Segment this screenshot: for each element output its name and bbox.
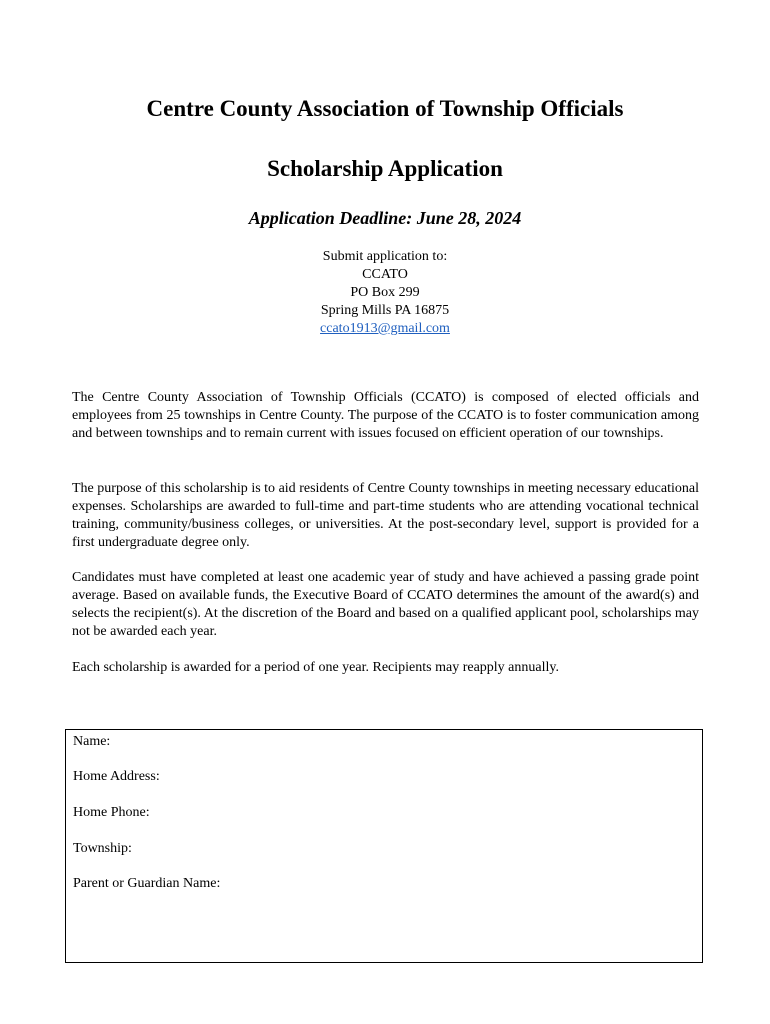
application-deadline: Application Deadline: June 28, 2024 (248, 208, 522, 228)
applicant-info-box (65, 729, 703, 963)
township-field-label[interactable]: Township: (73, 841, 132, 856)
name-field-label[interactable]: Name: (73, 734, 111, 749)
submit-intro: Submit application to: (322, 249, 448, 264)
paragraph-about: The Centre County Association of Township Officials (CCATO) is composed of elected officials and employees from 25 townships in Centre County. The purpose of the CCATO is to foster communication among and between townships and to remain current with issues focused on efficient operation of our townships. (72, 390, 699, 441)
page-title: Centre County Association of Township Officials (146, 96, 624, 121)
page-subtitle: Scholarship Application (267, 156, 503, 181)
paragraph-duration: Each scholarship is awarded for a period of one year. Recipients may reapply annually. (72, 660, 559, 675)
submit-org: CCATO (362, 267, 408, 282)
paragraph-purpose: The purpose of this scholarship is to aid residents of Centre County townships in meeting necessary educational expenses. Scholarships are awarded to full-time and part-time students who are attending vocational technical training, community/business colleges, or universities. At the post-secondary level, support is provided for a first undergraduate degree only. (72, 481, 699, 550)
paragraph-eligibility: Candidates must have completed at least one academic year of study and have achieved a passing grade point average. Based on available funds, the Executive Board of CCATO determines the amount of the award(s) and selects the recipient(s). At the discretion of the Board and based on a qualified applicant pool, scholarships may not be awarded each year. (72, 570, 699, 639)
submit-po-box: PO Box 299 (350, 285, 420, 300)
home-phone-field-label[interactable]: Home Phone: (73, 805, 150, 820)
email-link[interactable]: ccato1913@gmail.com (320, 321, 450, 336)
submit-address-block (0, 248, 770, 338)
home-address-field-label[interactable]: Home Address: (73, 769, 160, 784)
guardian-name-field-label[interactable]: Parent or Guardian Name: (73, 876, 221, 891)
submit-city: Spring Mills PA 16875 (320, 303, 450, 318)
